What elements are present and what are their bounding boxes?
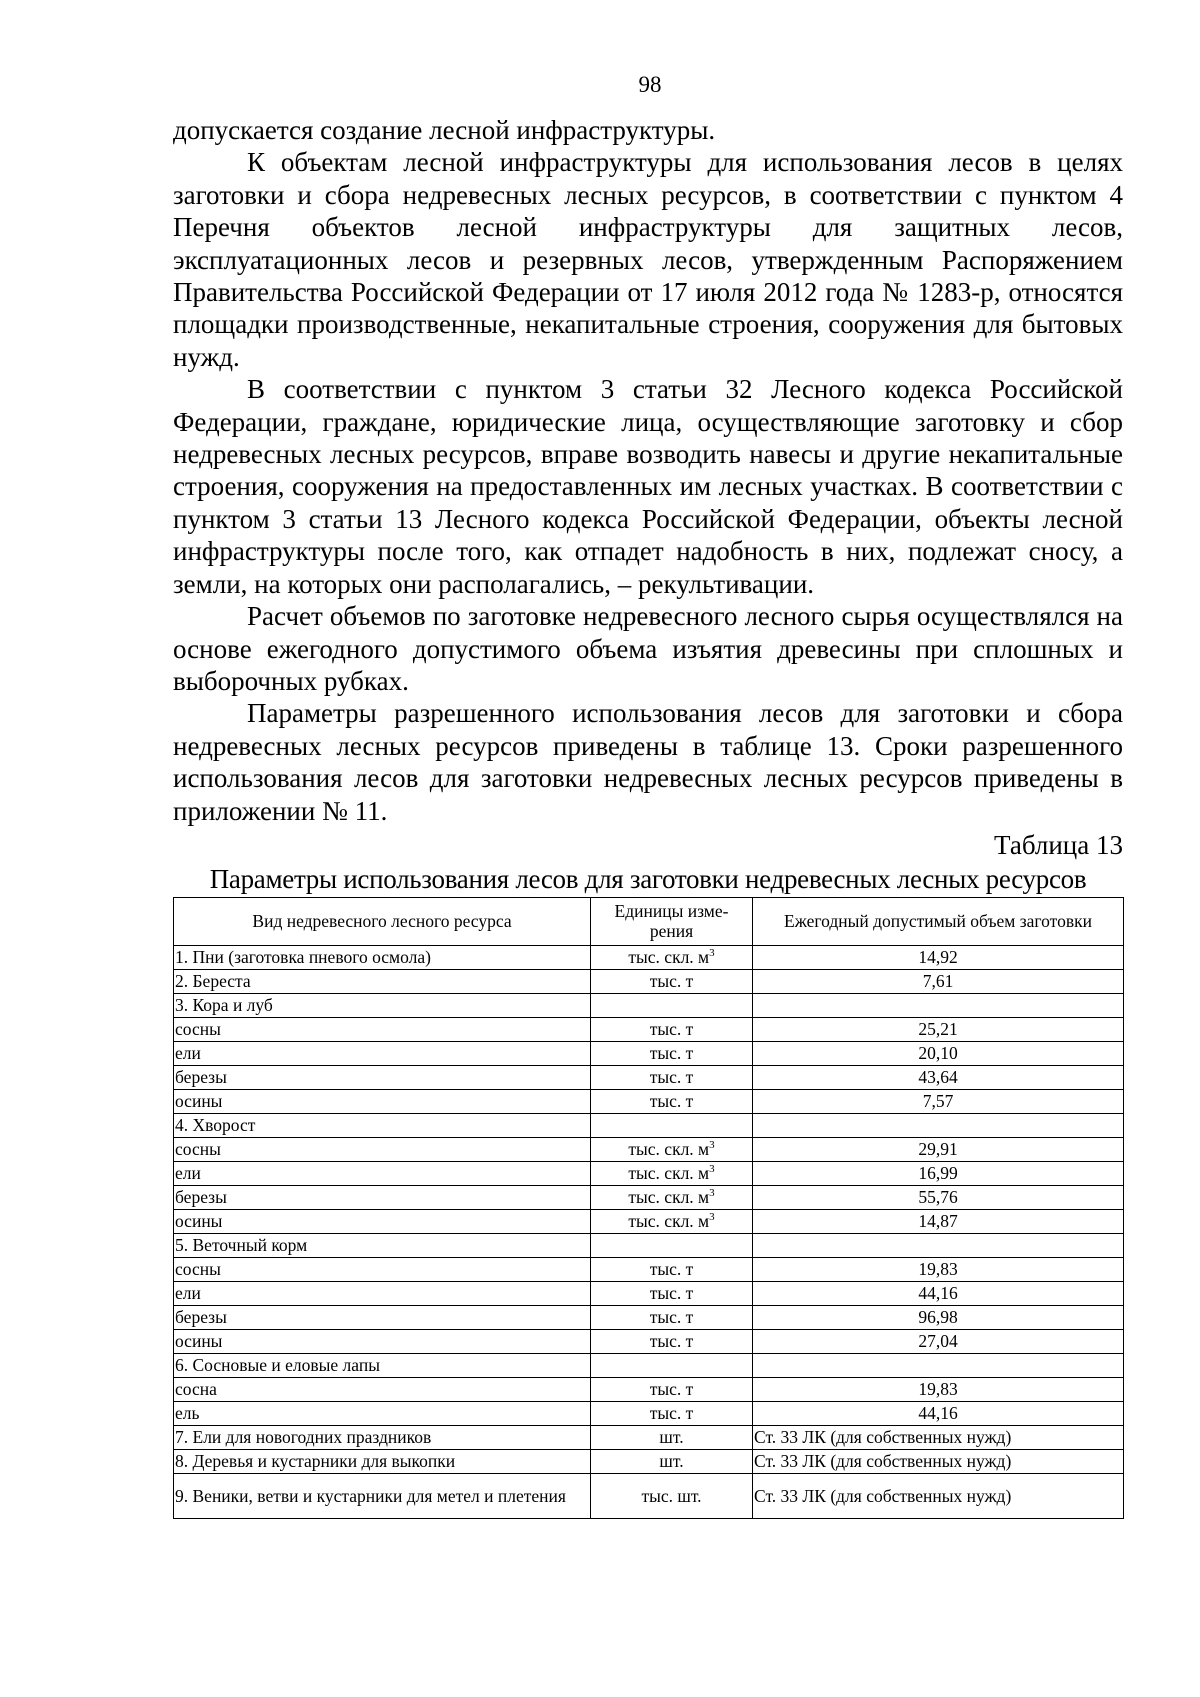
resource-unit-cell	[591, 945, 753, 969]
unit-exponent: 3	[709, 1211, 715, 1224]
resource-unit-cell	[591, 1305, 753, 1329]
table-row	[174, 1257, 1124, 1281]
paragraph: допускается создание лесной инфраструктуры.	[173, 115, 716, 145]
resource-name: сосны	[174, 1137, 591, 1161]
body-text	[173, 114, 1123, 1519]
table-row	[174, 1377, 1124, 1401]
resource-unit-cell	[591, 1209, 753, 1233]
table-row	[174, 945, 1124, 969]
table-row	[174, 1185, 1124, 1209]
table-row	[174, 1137, 1124, 1161]
table-row	[174, 1065, 1124, 1089]
table-row	[174, 1305, 1124, 1329]
resource-unit: тыс. т	[649, 971, 694, 992]
resource-volume: 7,61	[753, 969, 1124, 993]
resource-unit-cell	[591, 1161, 753, 1185]
resource-unit: тыс. скл. м	[628, 1139, 710, 1160]
resource-unit-cell	[591, 1017, 753, 1041]
header-unit: Единицы изме-рения	[591, 897, 753, 945]
table-row	[174, 1473, 1124, 1518]
resource-volume: 29,91	[753, 1137, 1124, 1161]
resource-name: 7. Ели для новогодних праздников	[174, 1425, 591, 1449]
resource-unit-cell	[591, 1425, 753, 1449]
resource-name: 5. Веточный корм	[174, 1233, 591, 1257]
resource-name: 4. Хворост	[174, 1113, 591, 1137]
resource-name: 9. Веники, ветви и кустарники для метел и плетения	[174, 1473, 591, 1518]
header-type: Вид недревесного лесного ресурса	[174, 897, 591, 945]
resource-name: 1. Пни (заготовка пневого осмола)	[174, 945, 591, 969]
resource-unit: тыс. скл. м	[628, 947, 710, 968]
table-row	[174, 1401, 1124, 1425]
resource-name: 3. Кора и луб	[174, 993, 591, 1017]
page-number: 98	[638, 72, 662, 97]
table-header-row	[174, 897, 1124, 945]
resource-unit: тыс. т	[649, 1403, 694, 1424]
resource-unit-cell	[591, 1473, 753, 1518]
table-row	[174, 1209, 1124, 1233]
table-caption: Параметры использования лесов для заготовки недревесных лесных ресурсов	[209, 863, 1087, 894]
resource-unit-cell	[591, 1041, 753, 1065]
resource-unit: тыс. т	[649, 1019, 694, 1040]
resource-unit: тыс. скл. м	[628, 1163, 710, 1184]
resource-unit: тыс. т	[649, 1091, 694, 1112]
table-row	[174, 1089, 1124, 1113]
resource-unit-cell	[591, 1449, 753, 1473]
resource-unit-cell	[591, 969, 753, 993]
resource-volume: 55,76	[753, 1185, 1124, 1209]
resource-volume: 14,87	[753, 1209, 1124, 1233]
resource-unit-cell	[591, 1377, 753, 1401]
paragraph: Расчет объемов по заготовке недревесного лесного сырья осуществлялся на основе ежегодного допустимого объема изъятия древесины при сплошных и выборочных рубках.	[173, 601, 1123, 696]
resource-name: сосны	[174, 1017, 591, 1041]
resource-unit-cell	[591, 993, 753, 1017]
resource-unit: тыс. скл. м	[628, 1187, 710, 1208]
table-row	[174, 1353, 1124, 1377]
resource-unit: тыс. т	[649, 1283, 694, 1304]
resource-unit-cell	[591, 1353, 753, 1377]
resource-name: сосна	[174, 1377, 591, 1401]
resource-name: ели	[174, 1161, 591, 1185]
resource-volume: 25,21	[753, 1017, 1124, 1041]
resource-unit: тыс. т	[649, 1259, 694, 1280]
resource-unit-cell	[591, 1113, 753, 1137]
table-row	[174, 1161, 1124, 1185]
unit-exponent: 3	[709, 1163, 715, 1176]
resource-name: 6. Сосновые и еловые лапы	[174, 1353, 591, 1377]
header-volume: Ежегодный допустимый объем заготовки	[753, 897, 1124, 945]
resource-name: березы	[174, 1065, 591, 1089]
resource-volume	[753, 1113, 1124, 1137]
table-row	[174, 1113, 1124, 1137]
paragraph: К объектам лесной инфраструктуры для использования лесов в целях заготовки и сбора недревесных лесных ресурсов, в соответствии с пунктом 4 Перечня объектов лесной инфраструктуры для защитных лесов, эксплуатационных лесов и резервных лесов, утвержденным Распоряжением Правительства Российской Федерации от 17 июля 2012 года № 1283-р, относятся площадки производственные, некапитальные строения, сооружения для бытовых нужд.	[173, 147, 1123, 372]
resource-volume	[753, 1353, 1124, 1377]
table-label: Таблица 13	[994, 829, 1123, 860]
resource-unit-cell	[591, 1281, 753, 1305]
paragraph: Параметры разрешенного использования лесов для заготовки и сбора недревесных лесных ресурсов приведены в таблице 13. Сроки разрешенного использования лесов для заготовки недревесных лесных ресурсов приведены в приложении № 11.	[173, 698, 1123, 826]
table-row	[174, 1449, 1124, 1473]
resource-volume: 20,10	[753, 1041, 1124, 1065]
resource-volume: 19,83	[753, 1377, 1124, 1401]
resource-volume: 19,83	[753, 1257, 1124, 1281]
resource-volume: 44,16	[753, 1401, 1124, 1425]
resource-volume: Ст. 33 ЛК (для собственных нужд)	[753, 1449, 1124, 1473]
resource-name: 2. Береста	[174, 969, 591, 993]
resource-volume: 14,92	[753, 945, 1124, 969]
resource-unit: шт.	[659, 1451, 684, 1472]
resource-volume	[753, 1233, 1124, 1257]
resource-name: ели	[174, 1041, 591, 1065]
table-row	[174, 1425, 1124, 1449]
resource-unit: тыс. т	[649, 1379, 694, 1400]
resource-unit-cell	[591, 1065, 753, 1089]
resource-volume: 44,16	[753, 1281, 1124, 1305]
resource-volume: 7,57	[753, 1089, 1124, 1113]
resource-name: сосны	[174, 1257, 591, 1281]
table-row	[174, 1281, 1124, 1305]
resource-unit: тыс. т	[649, 1307, 694, 1328]
resource-volume: 96,98	[753, 1305, 1124, 1329]
resource-volume: 16,99	[753, 1161, 1124, 1185]
resource-name: ель	[174, 1401, 591, 1425]
resource-volume	[753, 993, 1124, 1017]
unit-exponent: 3	[709, 947, 715, 960]
table-row	[174, 1329, 1124, 1353]
resource-unit-cell	[591, 1257, 753, 1281]
table-row	[174, 1041, 1124, 1065]
resource-unit: тыс. т	[649, 1331, 694, 1352]
resource-name: ели	[174, 1281, 591, 1305]
resource-unit-cell	[591, 1233, 753, 1257]
resource-unit-cell	[591, 1329, 753, 1353]
unit-exponent: 3	[709, 1139, 715, 1152]
resource-name: березы	[174, 1185, 591, 1209]
resource-unit: тыс. т	[649, 1067, 694, 1088]
table-row	[174, 1017, 1124, 1041]
resource-unit: тыс. т	[649, 1043, 694, 1064]
resource-unit-cell	[591, 1185, 753, 1209]
resource-volume: 43,64	[753, 1065, 1124, 1089]
table-row	[174, 969, 1124, 993]
resource-name: осины	[174, 1089, 591, 1113]
table-row	[174, 993, 1124, 1017]
table-body	[174, 945, 1124, 1518]
resource-name: осины	[174, 1329, 591, 1353]
resource-name: 8. Деревья и кустарники для выкопки	[174, 1449, 591, 1473]
paragraphs	[173, 114, 1123, 827]
resource-name: осины	[174, 1209, 591, 1233]
resource-unit: тыс. шт.	[641, 1485, 702, 1506]
resource-unit-cell	[591, 1089, 753, 1113]
resource-name: березы	[174, 1305, 591, 1329]
resource-unit: шт.	[659, 1427, 684, 1448]
unit-exponent: 3	[709, 1187, 715, 1200]
resource-unit-cell	[591, 1401, 753, 1425]
paragraph: В соответствии с пунктом 3 статьи 32 Лесного кодекса Российской Федерации, граждане, юридические лица, осуществляющие заготовку и сбор недревесных лесных ресурсов, вправе возводить навесы и другие некапитальные строения, сооружения на предоставленных им лесных участках. В соответствии с пунктом 3 статьи 13 Лесного кодекса Российской Федерации, объекты лесной инфраструктуры после того, как отпадет надобность в них, подлежат сносу, а земли, на которых они располагались, – рекультивации.	[173, 374, 1123, 599]
resource-volume: Ст. 33 ЛК (для собственных нужд)	[753, 1473, 1124, 1518]
resource-unit-cell	[591, 1137, 753, 1161]
resource-unit: тыс. скл. м	[628, 1211, 710, 1232]
resource-volume: 27,04	[753, 1329, 1124, 1353]
resources-table	[173, 897, 1124, 1519]
resource-volume: Ст. 33 ЛК (для собственных нужд)	[753, 1425, 1124, 1449]
table-row	[174, 1233, 1124, 1257]
